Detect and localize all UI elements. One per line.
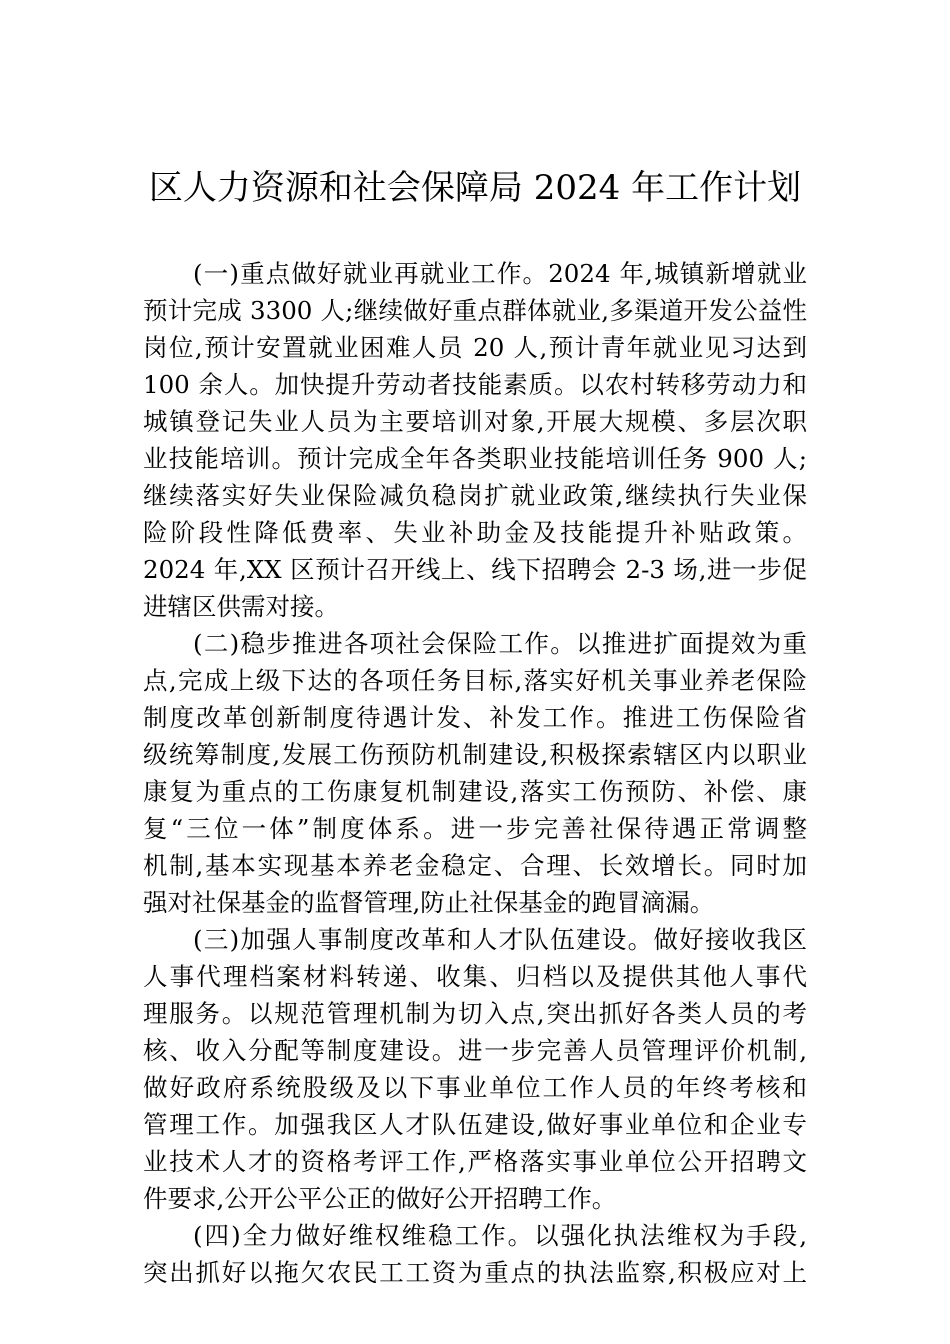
paragraph-line: 件要求,公开公平公正的做好公开招聘工作。 <box>143 1184 617 1213</box>
paragraph-line: 岗位,预计安置就业困难人员 20 人,预计青年就业见习达到 <box>143 333 807 362</box>
document-body <box>143 255 807 1291</box>
paragraph-line: 城镇登记失业人员为主要培训对象,开展大规模、多层次职 <box>143 407 807 436</box>
paragraph-line: 险阶段性降低费率、失业补助金及技能提升补贴政策。 <box>143 518 807 547</box>
paragraph-line: 理服务。以规范管理机制为切入点,突出抓好各类人员的考 <box>143 999 807 1028</box>
paragraph-line: 业技术人才的资格考评工作,严格落实事业单位公开招聘文 <box>143 1147 807 1176</box>
page-title: 区人力资源和社会保障局 2024 年工作计划 <box>148 168 802 208</box>
paragraph-line: 做好政府系统股级及以下事业单位工作人员的年终考核和 <box>143 1073 807 1102</box>
paragraph-line: 管理工作。加强我区人才队伍建设,做好事业单位和企业专 <box>143 1110 807 1139</box>
paragraph-line: 继续落实好失业保险减负稳岗扩就业政策,继续执行失业保 <box>143 481 807 510</box>
paragraph-first-line: (一)重点做好就业再就业工作。2024 年,城镇新增就业 <box>193 259 807 288</box>
paragraph-line: 核、收入分配等制度建设。进一步完善人员管理评价机制, <box>143 1036 807 1065</box>
paragraph-line: 100 余人。加快提升劳动者技能素质。以农村转移劳动力和 <box>143 370 807 399</box>
paragraph-line: 突出抓好以拖欠农民工工资为重点的执法监察,积极应对上 <box>143 1258 807 1287</box>
paragraph-line: 进辖区供需对接。 <box>143 592 339 621</box>
paragraph-line: 预计完成 3300 人;继续做好重点群体就业,多渠道开发公益性 <box>143 296 807 325</box>
paragraph-line: 强对社保基金的监督管理,防止社保基金的跑冒滴漏。 <box>143 888 715 917</box>
paragraph-line: 康复为重点的工伤康复机制建设,落实工伤预防、补偿、康 <box>143 777 807 806</box>
paragraph-first-line: (二)稳步推进各项社会保险工作。以推进扩面提效为重 <box>193 629 807 658</box>
paragraph-first-line: (四)全力做好维权维稳工作。以强化执法维权为手段, <box>193 1221 807 1250</box>
paragraph-line: 2024 年,XX 区预计召开线上、线下招聘会 2-3 场,进一步促 <box>143 555 807 584</box>
paragraph-line: 点,完成上级下达的各项任务目标,落实好机关事业养老保险 <box>143 666 807 695</box>
paragraph-line: 复“三位一体”制度体系。进一步完善社保待遇正常调整 <box>143 814 807 843</box>
paragraph-line: 机制,基本实现基本养老金稳定、合理、长效增长。同时加 <box>143 851 807 880</box>
paragraph-line: 人事代理档案材料转递、收集、归档以及提供其他人事代 <box>143 962 807 991</box>
paragraph-first-line: (三)加强人事制度改革和人才队伍建设。做好接收我区 <box>193 925 807 954</box>
paragraph-line: 级统筹制度,发展工伤预防机制建设,积极探索辖区内以职业 <box>143 740 807 769</box>
paragraph-line: 业技能培训。预计完成全年各类职业技能培训任务 900 人; <box>143 444 807 473</box>
paragraph-line: 制度改革创新制度待遇计发、补发工作。推进工伤保险省 <box>143 703 807 732</box>
